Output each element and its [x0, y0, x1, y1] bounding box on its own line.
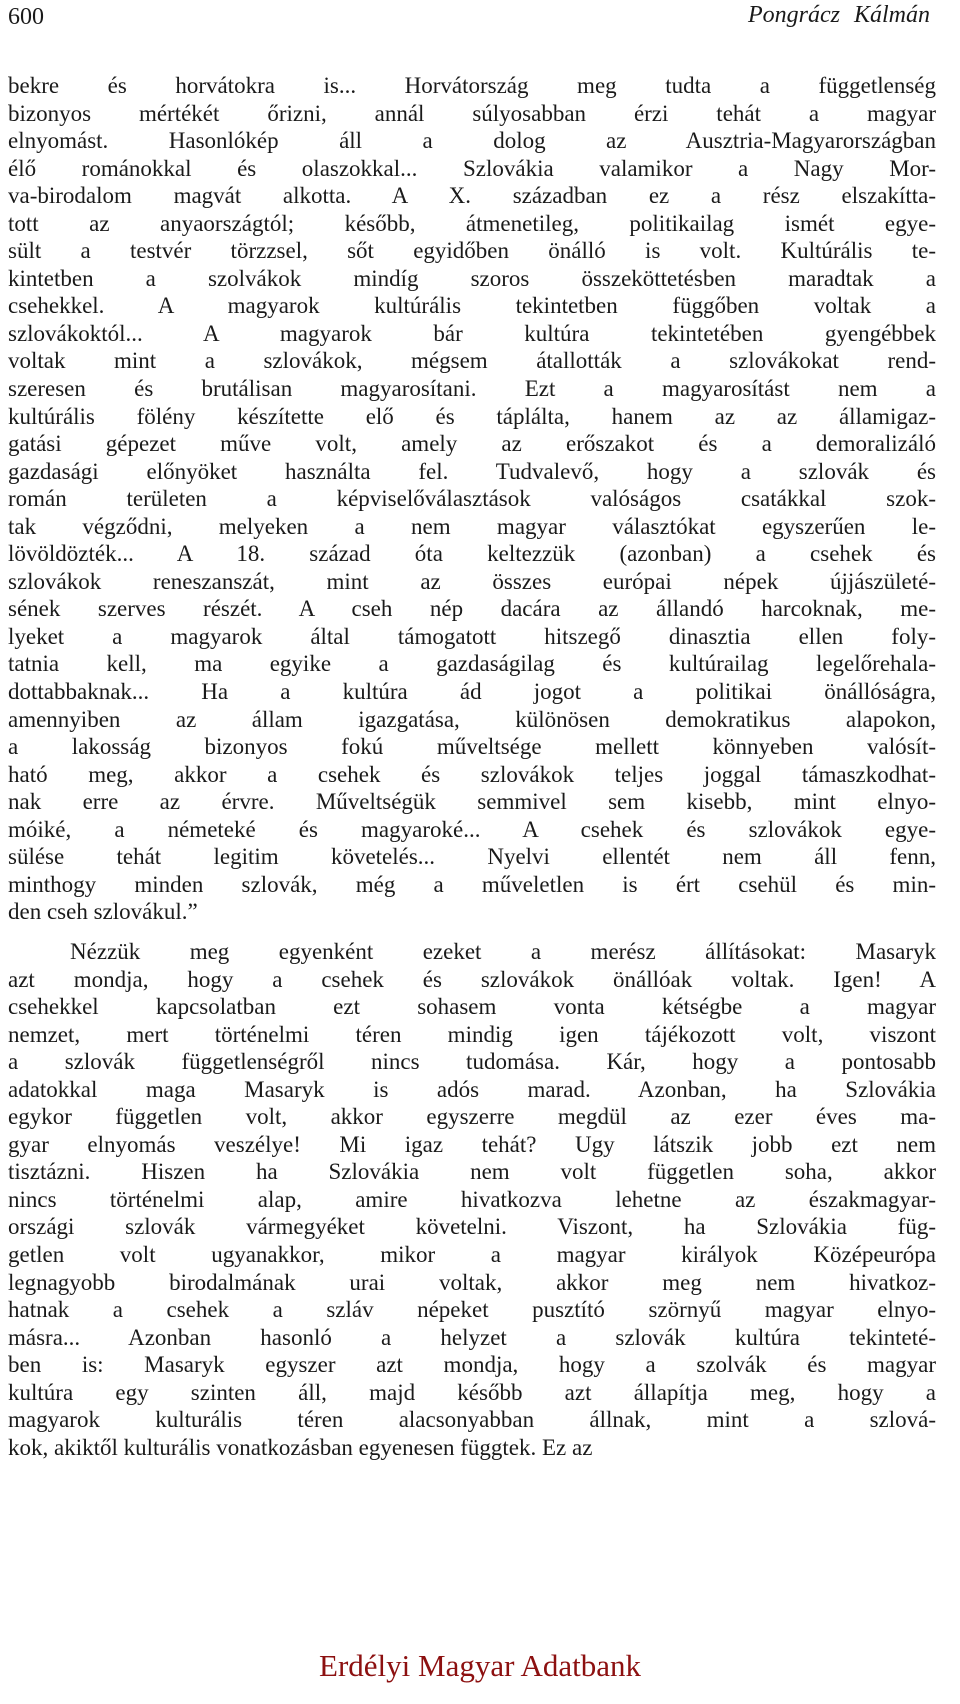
- text-line: tatnia kell, ma egyike a gazdaságilag és kultúrailag legelőrehala-: [8, 651, 936, 677]
- text-line: va-birodalom magvát alkotta. A X. században ez a rész elszakítta-: [8, 183, 936, 209]
- text-line: legnagyobb birodalmának urai voltak, akkor meg nem hivatkoz-: [8, 1269, 936, 1295]
- commentary-paragraph: [8, 938, 936, 1461]
- text-line: tott az anyaországtól; később, átmenetileg, politikailag ismét egye-: [8, 210, 936, 236]
- text-line: dottabbaknak... Ha a kultúra ád jogot a politikai önállóságra,: [8, 679, 936, 705]
- text-line: adatokkal maga Masaryk is adós marad. Azonban, ha Szlovákia: [8, 1076, 936, 1102]
- text-line: sült a testvér törzzsel, sőt egyidőben önálló is volt. Kultúrális te-: [8, 238, 936, 264]
- text-line: a szlovák függetlenségről nincs tudomása. Kár, hogy a pontosabb: [8, 1049, 936, 1075]
- text-line: Nézzük meg egyenként ezeket a merész állításokat: Masaryk: [70, 938, 936, 964]
- text-line: amennyiben az állam igazgatása, különösen demokratikus alapokon,: [8, 706, 936, 732]
- text-line: móiké, a németeké és magyaroké... A csehek és szlovákok egye-: [8, 816, 936, 842]
- text-line: csehekkel. A magyarok kultúrális tekintetben függőben voltak a: [8, 293, 936, 319]
- text-line: minthogy minden szlovák, még a műveletlen is ért csehül és min-: [8, 871, 936, 897]
- text-line: másra... Azonban hasonló a helyzet a szlovák kultúra tekinteté-: [8, 1324, 936, 1350]
- text-line: lyeket a magyarok által támogatott hitszegő dinasztia ellen foly-: [8, 623, 936, 649]
- text-line: bekre és horvátokra is... Horvátország meg tudta a függetlenség: [8, 73, 936, 98]
- text-line: tisztázni. Hiszen ha Szlovákia nem volt független soha, akkor: [8, 1159, 936, 1185]
- text-line: elnyomást. Hasonlókép áll a dolog az Ausztria-Magyarországban: [8, 128, 936, 154]
- text-line: kultúra egy szinten áll, majd később azt állapítja meg, hogy a: [8, 1379, 936, 1405]
- text-line: den cseh szlovákul.”: [8, 899, 198, 925]
- text-line: csehekkel kapcsolatban ezt sohasem vonta kétségbe a magyar: [8, 994, 936, 1020]
- text-line: ható meg, akkor a csehek és szlovákok teljes joggal támaszkodhat-: [8, 761, 936, 787]
- text-line: nemzet, mert történelmi téren mindig igen tájékozott volt, viszont: [8, 1021, 936, 1047]
- text-line: gatási gépezet műve volt, amely az erőszakot és a demoralizáló: [8, 431, 936, 457]
- text-line: voltak mint a szlovákok, mégsem átallották a szlovákokat rend-: [8, 348, 936, 374]
- running-head-author: Pongrácz Kálmán: [748, 2, 930, 28]
- quoted-passage: [8, 72, 936, 926]
- source-link[interactable]: Erdélyi Magyar Adatbank: [319, 1648, 641, 1683]
- text-line: tak végződni, melyeken a nem magyar választókat egyszerűen le-: [8, 513, 936, 539]
- text-line: szlovákoktól... A magyarok bár kultúra tekintetében gyengébbek: [8, 320, 936, 346]
- text-line: kultúrális fölény készítette elő és táplálta, hanem az az államigaz-: [8, 403, 936, 429]
- text-line: kok, akiktől kulturális vonatkozásban egyenesen függtek. Ez az: [8, 1434, 593, 1460]
- text-line: azt mondja, hogy a csehek és szlovákok önállóak voltak. Igen! A: [8, 966, 936, 992]
- text-line: sének szerves részét. A cseh nép dacára az állandó harcoknak, me-: [8, 596, 936, 622]
- text-line: bizonyos mértékét őrizni, annál súlyosabban érzi tehát a magyar: [8, 100, 936, 126]
- text-line: egykor független volt, akkor egyszerre megdül az ezer éves ma-: [8, 1104, 936, 1130]
- text-line: román területen a képviselőválasztások valóságos csatákkal szok-: [8, 486, 936, 512]
- text-line: gyar elnyomás veszélye! Mi igaz tehát? Ugy látszik jobb ezt nem: [8, 1131, 936, 1157]
- body-text: [8, 72, 936, 1461]
- text-line: országi szlovák vármegyéket követelni. Viszont, ha Szlovákia füg-: [8, 1214, 936, 1240]
- paragraph-gap: [8, 926, 936, 938]
- text-line: szeresen és brutálisan magyarosítani. Ezt a magyarosítást nem a: [8, 376, 936, 402]
- page-number: 600: [8, 4, 44, 30]
- text-line: ben is: Masaryk egyszer azt mondja, hogy a szolvák és magyar: [8, 1352, 936, 1378]
- text-line: getlen volt ugyanakkor, mikor a magyar királyok Középeurópa: [8, 1241, 936, 1267]
- page-header: [0, 0, 960, 34]
- text-line: szlovákok reneszanszát, mint az összes európai népek újjászületé-: [8, 568, 936, 594]
- text-line: hatnak a csehek a szláv népeket pusztító szörnyű magyar elnyo-: [8, 1297, 936, 1323]
- text-line: magyarok kulturális téren alacsonyabban állnak, mint a szlová-: [8, 1407, 936, 1433]
- text-line: nak erre az érvre. Műveltségük semmivel sem kisebb, mint elnyo-: [8, 789, 936, 815]
- text-line: kintetben a szolvákok mindíg szoros összeköttetésben maradtak a: [8, 265, 936, 291]
- text-line: nincs történelmi alap, amire hivatkozva lehetne az északmagyar-: [8, 1186, 936, 1212]
- text-line: élő románokkal és olaszokkal... Szlovákia valamikor a Nagy Mor-: [8, 155, 936, 181]
- text-line: lövöldözték... A 18. század óta keltezzük (azonban) a csehek és: [8, 541, 936, 567]
- text-line: a lakosság bizonyos fokú műveltsége mellett könnyeben valósít-: [8, 734, 936, 760]
- text-line: sülése tehát legitim követelés... Nyelvi ellentét nem áll fenn,: [8, 844, 936, 870]
- text-line: gazdasági előnyöket használta fel. Tudvalevő, hogy a szlovák és: [8, 458, 936, 484]
